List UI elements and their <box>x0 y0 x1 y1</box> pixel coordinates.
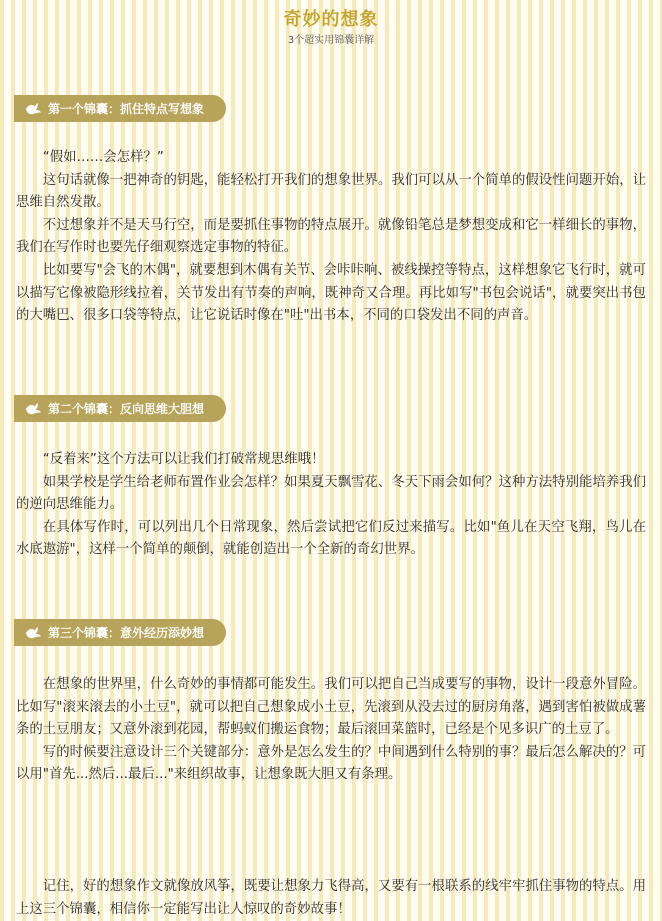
paragraph: 记住，好的想象作文就像放风筝，既要让想象力飞得高，又要有一根联系的线牢牢抓住事物的特点。用上这三个锦囊，相信你一定能写出让人惊叹的奇妙故事！ <box>16 879 646 917</box>
paragraph: 在具体写作时，可以列出几个日常现象，然后尝试把它们反过来描写。比如"鱼儿在天空飞翔，鸟儿在水底遨游"，这样一个简单的颠倒，就能创造出一个全新的奇幻世界。 <box>16 519 646 558</box>
section-body-1 <box>16 147 646 328</box>
page-header <box>0 0 662 47</box>
paragraph: 写的时候要注意设计三个关键部分：意外是怎么发生的？中间遇到什么特别的事？最后怎么解决的？可以用"首先...然后...最后..."来组织故事，让想象既大胆又有条理。 <box>16 744 646 783</box>
dove-icon <box>24 101 42 117</box>
section-header-3 <box>14 619 226 646</box>
page-subtitle: 3个超实用锦囊详解 <box>287 35 375 46</box>
paragraph: “反着来”这个方法可以让我们打破常规思维哦！ <box>42 452 325 467</box>
section-header-1 <box>14 95 226 122</box>
paragraph: 不过想象并不是天马行空，而是要抓住事物的特点展开。就像铅笔总是梦想变成和它一样细长的事物，我们在写作时也要先仔细观察选定事物的特征。 <box>16 217 646 256</box>
dove-icon <box>24 401 42 417</box>
section-body-2 <box>16 449 646 562</box>
paragraph: 比如要写"会飞的木偶"，就要想到木偶有关节、会咔咔响、被线操控等特点，这样想象它飞行时，就可以描写它像被隐形线拉着，关节发出有节奏的声响，既神奇又合理。再比如写"书包会说话"，就要突出书包的大嘴巴、很多口袋等特点，让它说话时像在"吐"出书本，不同的口袋发出不同的声音。 <box>16 262 646 324</box>
section-label: 第三个锦囊：意外经历添妙想 <box>48 625 205 640</box>
paragraph: 在想象的世界里，什么奇妙的事情都可能发生。我们可以把自己当成要写的事物，设计一段意外冒险。比如写"滚来滚去的小土豆"，就可以把自己想象成小土豆，先滚到从没去过的厨房角落，遇到害怕被做成薯条的土豆朋友；又意外滚到花园，帮蚂蚁们搬运食物；最后滚回菜篮时，已经是个见多识广的土豆了。 <box>16 677 646 738</box>
section-label: 第一个锦囊：抓住特点写想象 <box>48 101 205 116</box>
dove-icon <box>24 625 42 641</box>
section-body-3 <box>16 674 646 787</box>
paragraph: “假如……会怎样？” <box>42 150 164 165</box>
paragraph: 如果学校是学生给老师布置作业会怎样？如果夏天飘雪花、冬天下雨会如何？这种方法特别能培养我们的逆向思维能力。 <box>16 474 646 513</box>
page-title: 奇妙的想象 <box>283 9 379 30</box>
section-header-2 <box>14 395 226 422</box>
conclusion <box>16 876 646 921</box>
section-label: 第二个锦囊：反向思维大胆想 <box>48 401 205 416</box>
paragraph: 这句话就像一把神奇的钥匙，能轻松打开我们的想象世界。我们可以从一个简单的假设性问题开始，让思维自然发散。 <box>16 172 646 211</box>
